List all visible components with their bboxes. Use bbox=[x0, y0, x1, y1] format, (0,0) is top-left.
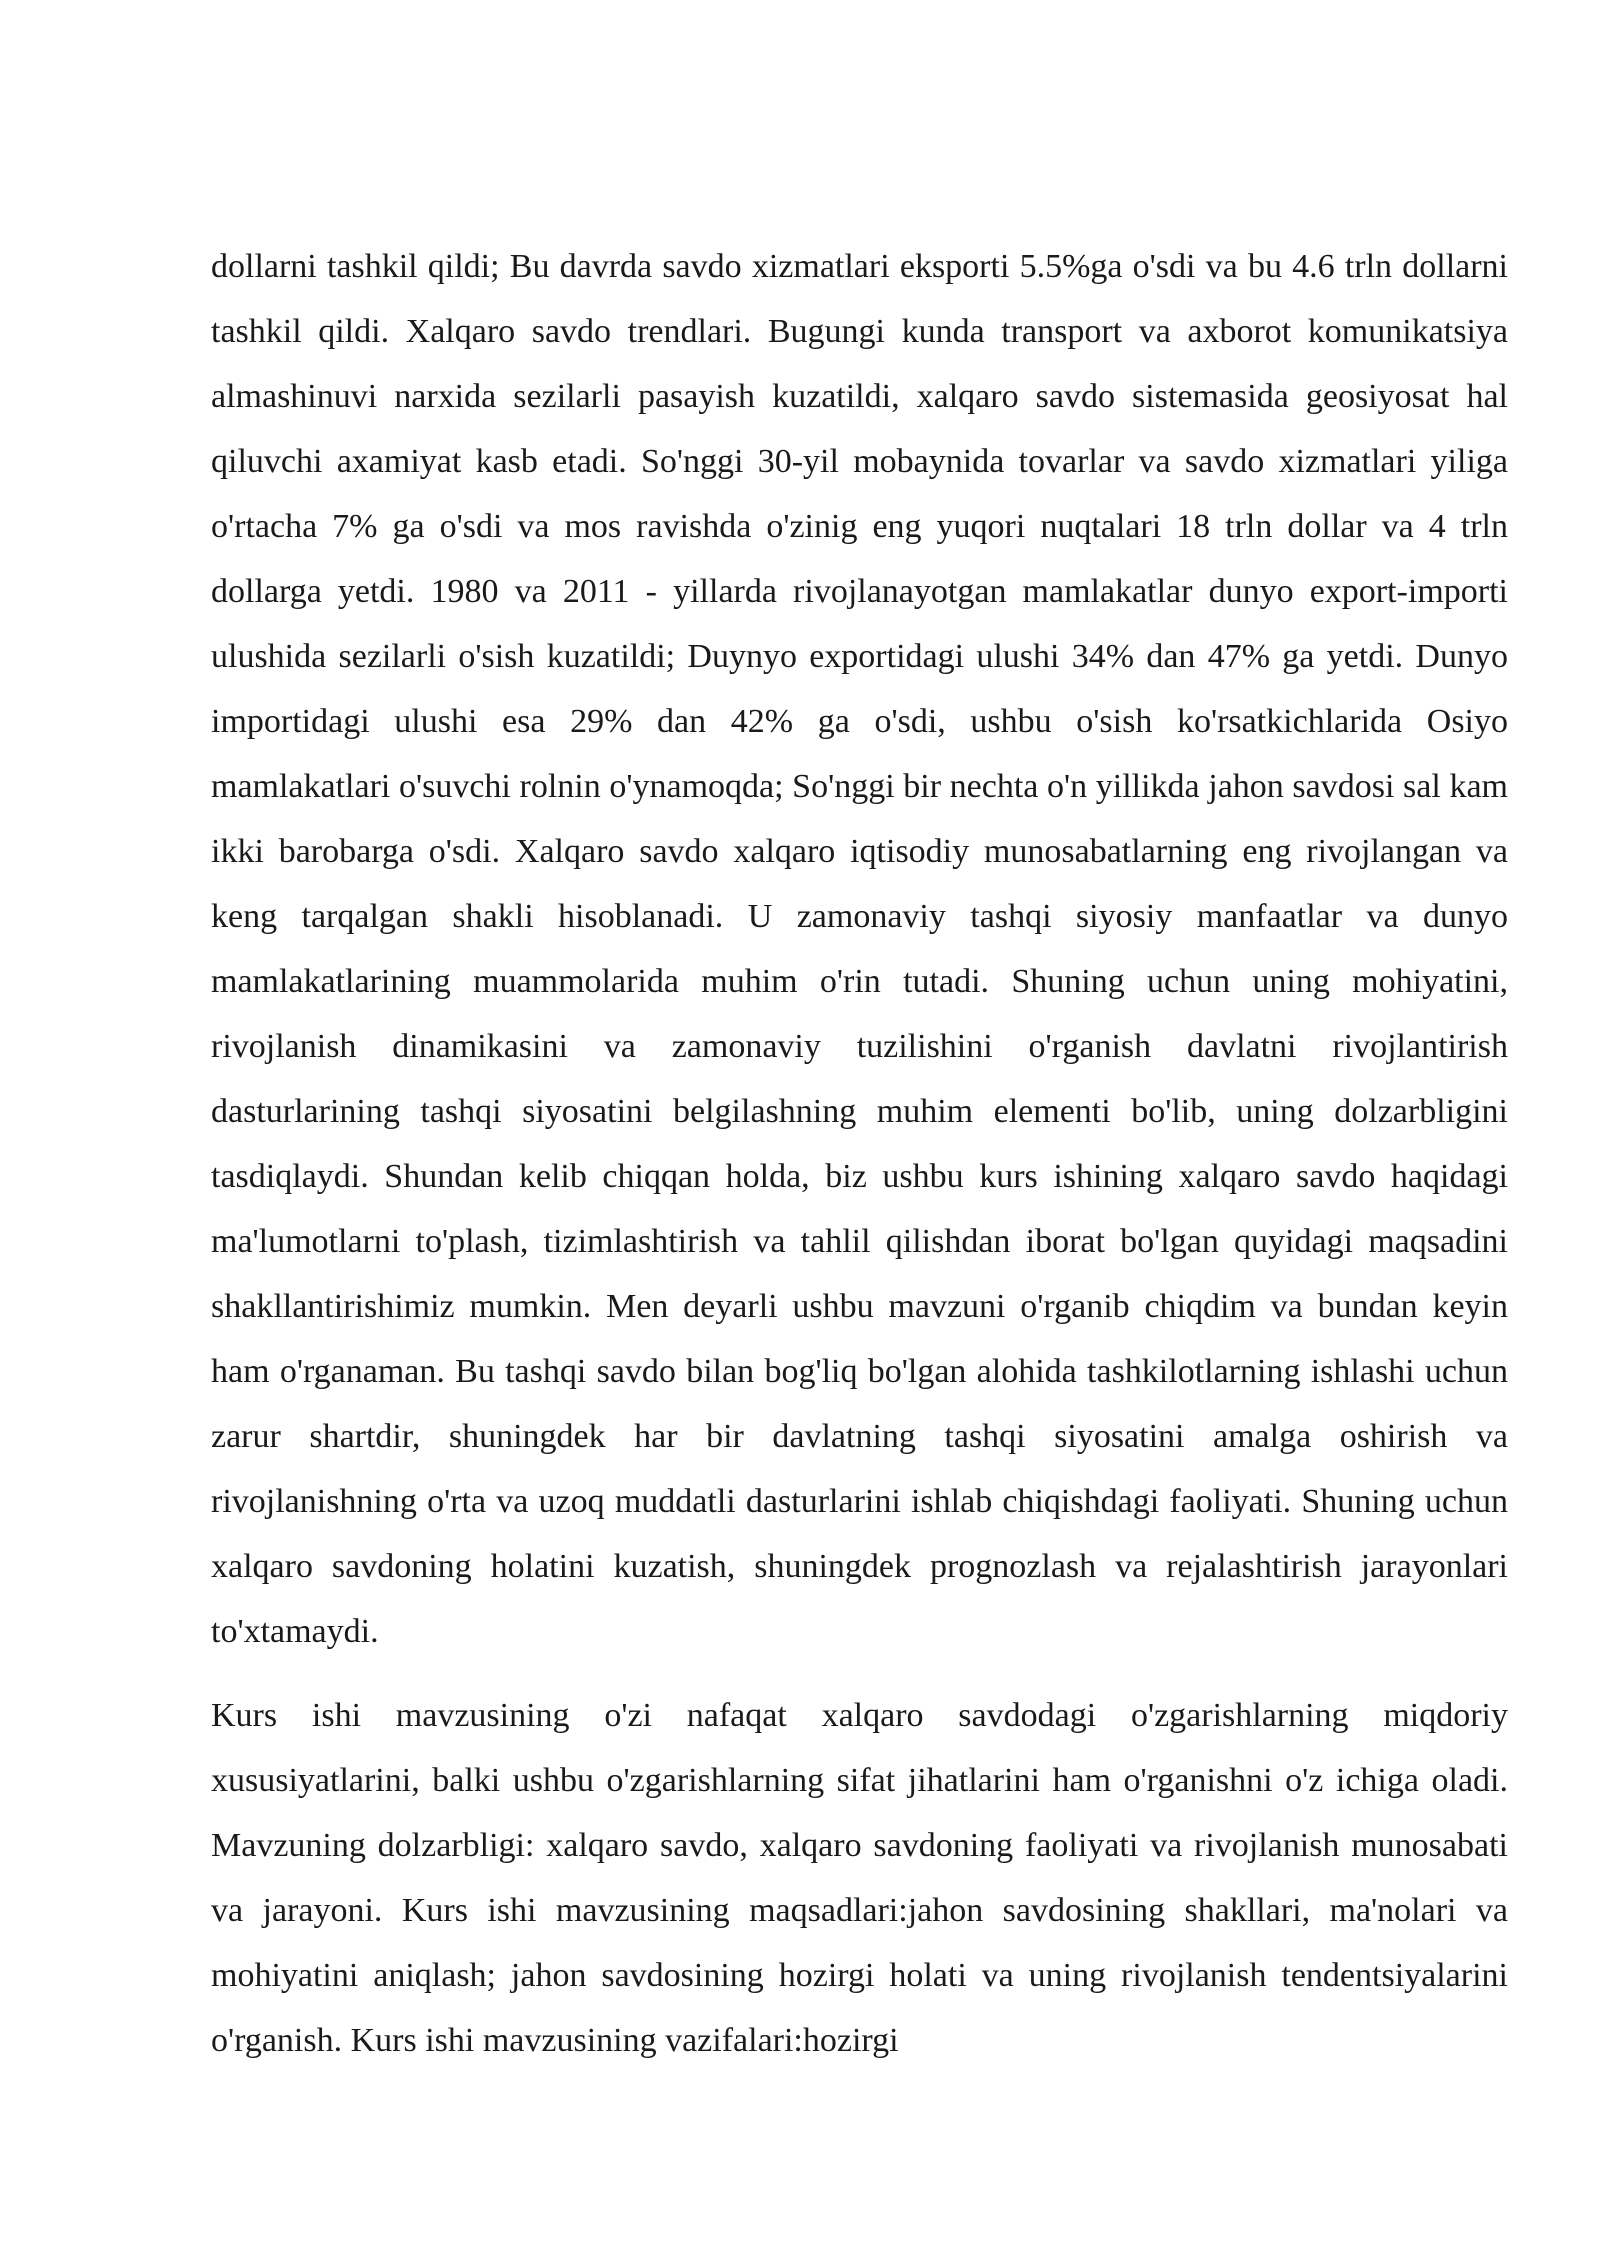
paragraph-1: dollarni tashkil qildi; Bu davrda savdo xizmatlari eksporti 5.5%ga o'sdi va bu 4.6 trln dollarni tashkil qildi. Xalqaro savdo trendlari. Bugungi kunda transport va axborot komunikatsiya almashinuvi narxida sezilarli pasayish kuzatildi, xalqaro savdo sistemasida geosiyosat hal qiluvchi axamiyat kasb etadi. So'nggi 30-yil mobaynida tovarlar va savdo xizmatlari yiliga o'rtacha 7% ga o'sdi va mos ravishda o'zinig eng yuqori nuqtalari 18 trln dollar va 4 trln dollarga yetdi. 1980 va 2011 - yillarda rivojlanayotgan mamlakatlar dunyo export-importi ulushida sezilarli o'sish kuzatildi; Duynyo exportidagi ulushi 34% dan 47% ga yetdi. Dunyo importidagi ulushi esa 29% dan 42% ga o'sdi, ushbu o'sish ko'rsatkichlarida Osiyo mamlakatlari o'suvchi rolnin o'ynamoqda; So'nggi bir nechta o'n yillikda jahon savdosi sal kam ikki barobarga o'sdi. Xalqaro savdo xalqaro iqtisodiy munosabatlarning eng rivojlangan va keng tarqalgan shakli hisoblanadi. U zamonaviy tashqi siyosiy manfaatlar va dunyo mamlakatlarining muammolarida muhim o'rin tutadi. Shuning uchun uning mohiyatini, rivojlanish dinamikasini va zamonaviy tuzilishini o'rganish davlatni rivojlantirish dasturlarining tashqi siyosatini belgilashning muhim elementi bo'lib, uning dolzarbligini tasdiqlaydi. Shundan kelib chiqqan holda, biz ushbu kurs ishining xalqaro savdo haqidagi ma'lumotlarni to'plash, tizimlashtirish va tahlil qilishdan iborat bo'lgan quyidagi maqsadini shakllantirishimiz mumkin. Men deyarli ushbu mavzuni o'rganib chiqdim va bundan keyin ham o'rganaman. Bu tashqi savdo bilan bog'liq bo'lgan alohida tashkilotlarning ishlashi uchun zarur shartdir, shuningdek har bir davlatning tashqi siyosatini amalga oshirish va rivojlanishning o'rta va uzoq muddatli dasturlarini ishlab chiqishdagi faoliyati. Shuning uchun xalqaro savdoning holatini kuzatish, shuningdek prognozlash va rejalashtirish jarayonlari to'xtamaydi. bbox=[211, 248, 1508, 1650]
paragraph-2: Kurs ishi mavzusining o'zi nafaqat xalqaro savdodagi o'zgarishlarning miqdoriy xususiyatlarini, balki ushbu o'zgarishlarning sifat jihatlarini ham o'rganishni o'z ichiga oladi. Mavzuning dolzarbligi: xalqaro savdo, xalqaro savdoning faoliyati va rivojlanish munosabati va jarayoni. Kurs ishi mavzusining maqsadlari:jahon savdosining shakllari, ma'nolari va mohiyatini aniqlash; jahon savdosining hozirgi holati va uning rivojlanish tendentsiyalarini o'rganish. Kurs ishi mavzusining vazifalari:hozirgi bbox=[211, 1697, 1508, 2059]
document-body bbox=[211, 234, 1508, 2073]
